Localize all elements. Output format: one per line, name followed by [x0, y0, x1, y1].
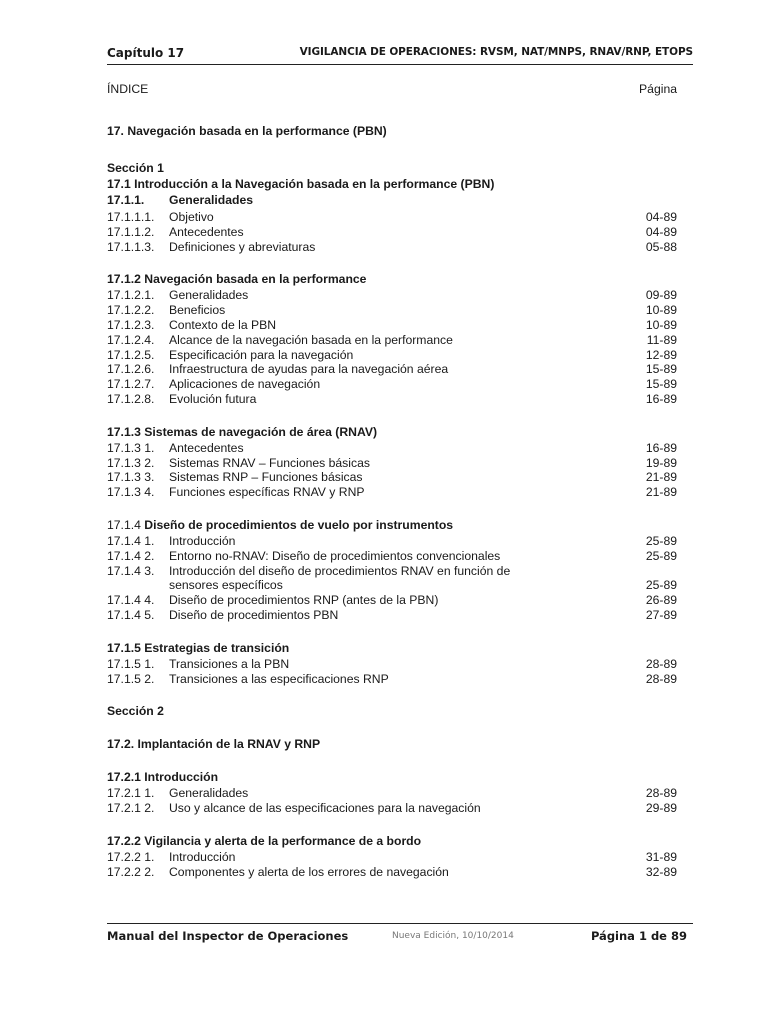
- entry-page: 16-89: [645, 391, 677, 406]
- entry-number: 17.2.2 1.: [107, 849, 155, 864]
- entry-number: 17.1.2.7.: [107, 377, 155, 392]
- entry-number: 17.1.4 1.: [107, 533, 155, 548]
- toc-list: [107, 288, 677, 406]
- header-title: VIGILANCIA DE OPERACIONES: RVSM, NAT/MNPS, RNAV/RNP, ETOPS: [299, 46, 693, 58]
- entry-number: 17.1.4 2.: [107, 548, 155, 563]
- entry-title: Beneficios: [169, 303, 226, 318]
- entry-number: 17.2.2 2.: [107, 864, 155, 879]
- entry-page: 09-89: [645, 288, 677, 303]
- entry-number: 17.1.1.3.: [107, 239, 155, 254]
- entry-title: Aplicaciones de navegación: [169, 377, 321, 392]
- toc-list: [107, 534, 677, 623]
- entry-number: 17.1.3 4.: [107, 485, 155, 500]
- entry-page: 25-89: [645, 533, 677, 548]
- toc-entry: [107, 240, 677, 255]
- toc-list: [107, 786, 677, 816]
- entry-number: 17.2.1 1.: [107, 786, 155, 801]
- group-heading: 17.2.1 Introducción: [107, 770, 219, 785]
- entry-title: Sistemas RNAV – Funciones básicas: [169, 455, 370, 470]
- entry-title: Introducción: [169, 533, 236, 548]
- entry-page: 19-89: [645, 455, 677, 470]
- entry-title: Diseño de procedimientos PBN: [169, 607, 339, 622]
- entry-number: 17.1.5 2.: [107, 671, 155, 686]
- entry-page: 04-89: [645, 210, 677, 224]
- section-2-label: Sección 2: [107, 704, 164, 719]
- entry-number: 17.1.2.8.: [107, 391, 155, 406]
- toc-entry: [107, 608, 677, 623]
- chapter-label: Capítulo 17: [107, 46, 185, 60]
- entry-number: 17.1.3 2.: [107, 455, 155, 470]
- entry-title: Transiciones a las especificaciones RNP: [169, 671, 389, 686]
- entry-title: Funciones específicas RNAV y RNP: [169, 485, 365, 500]
- toc-entry: [107, 865, 677, 880]
- entry-number: 17.1.2.3.: [107, 317, 155, 332]
- toc-entry: [107, 456, 677, 471]
- toc-list: [107, 210, 677, 254]
- toc-entry: [107, 657, 677, 672]
- toc-entry: [107, 377, 677, 392]
- entry-number: 17.1.1.1.: [107, 210, 155, 224]
- entry-page: 25-89: [645, 578, 677, 593]
- entry-page: 16-89: [645, 440, 677, 455]
- table-of-contents: [107, 82, 677, 880]
- entry-number: 17.1.2.2.: [107, 303, 155, 318]
- entry-title: Generalidades: [169, 288, 249, 303]
- entry-page: 29-89: [645, 801, 677, 816]
- entry-title: Evolución futura: [169, 391, 257, 406]
- entry-number: 17.1.3 3.: [107, 470, 155, 485]
- toc-entry: [107, 225, 677, 240]
- subsection-title: Generalidades: [169, 193, 253, 207]
- entry-title: Diseño de procedimientos RNP (antes de la PBN): [169, 593, 439, 608]
- group-heading: 17.2.2 Vigilancia y alerta de la performance de a bordo: [107, 833, 422, 848]
- entry-title: Componentes y alerta de los errores de navegación: [169, 864, 449, 879]
- entry-page: 27-89: [645, 607, 677, 622]
- entry-page: 21-89: [645, 470, 677, 485]
- manual-title: Manual del Inspector de Operaciones: [107, 929, 349, 943]
- section-1-title: 17.1 Introducción a la Navegación basada en la performance (PBN): [107, 177, 495, 191]
- toc-entry: [107, 333, 677, 348]
- group-heading: [107, 517, 677, 533]
- entry-page: 15-89: [645, 377, 677, 392]
- edition-date: Nueva Edición, 10/10/2014: [392, 931, 514, 941]
- page-footer: [107, 929, 693, 945]
- toc-entry: [107, 534, 677, 549]
- entry-number: 17.1.2.5.: [107, 347, 155, 362]
- entry-page: 15-89: [645, 362, 677, 377]
- toc-entry: [107, 303, 677, 318]
- index-label: ÍNDICE: [107, 82, 149, 96]
- entry-number: 17.1.2.4.: [107, 332, 155, 347]
- toc-entry: [107, 593, 677, 608]
- entry-page: 04-89: [645, 224, 677, 239]
- toc-list: [107, 657, 677, 687]
- entry-page: 11-89: [646, 332, 677, 347]
- entry-title: Objetivo: [169, 210, 214, 224]
- entry-number: 17.1.1.2.: [107, 224, 155, 239]
- group-title: Diseño de procedimientos de vuelo por instrumentos: [144, 517, 454, 532]
- section-1-label: Sección 1: [107, 161, 164, 175]
- entry-page: 12-89: [645, 347, 677, 362]
- toc-entry: [107, 485, 677, 500]
- entry-number: 17.1.3 1.: [107, 440, 155, 455]
- toc-entry: [107, 441, 677, 456]
- entry-page: 25-89: [645, 548, 677, 563]
- entry-title: Generalidades: [169, 786, 249, 801]
- toc-entry: [107, 470, 677, 485]
- toc-entry: [107, 288, 677, 303]
- entry-title: Introducción: [169, 849, 236, 864]
- toc-entry: [107, 564, 677, 594]
- entry-page: 26-89: [645, 593, 677, 608]
- page-number: Página 1 de 89: [590, 929, 687, 943]
- entry-title: Entorno no-RNAV: Diseño de procedimientos convencionales: [169, 548, 501, 563]
- toc-entry: [107, 362, 677, 377]
- index-heading: [107, 82, 677, 97]
- entry-page: 28-89: [645, 656, 677, 671]
- section-2-title: 17.2. Implantación de la RNAV y RNP: [107, 737, 321, 752]
- entry-title: Transiciones a la PBN: [169, 656, 290, 671]
- toc-entry: [107, 318, 677, 333]
- entry-number: 17.1.4 4.: [107, 593, 155, 608]
- toc-entry: [107, 850, 677, 865]
- toc-entry: [107, 786, 677, 801]
- entry-page: 10-89: [645, 303, 677, 318]
- toc-entry: [107, 210, 677, 225]
- entry-number: 17.2.1 2.: [107, 801, 155, 816]
- chapter-title: 17. Navegación basada en la performance (PBN): [107, 124, 387, 138]
- entry-title: Antecedentes: [169, 224, 244, 239]
- entry-number: 17.1.5 1.: [107, 656, 155, 671]
- entry-title: Especificación para la navegación: [169, 347, 354, 362]
- entry-number: 17.1.4 5.: [107, 607, 155, 622]
- entry-title: Alcance de la navegación basada en la performance: [169, 332, 453, 347]
- toc-entry: [107, 672, 677, 687]
- entry-number: 17.1.2.6.: [107, 362, 155, 377]
- entry-title: Definiciones y abreviaturas: [169, 239, 316, 254]
- toc-list: [107, 850, 677, 880]
- entry-page: 28-89: [645, 671, 677, 686]
- entry-page: 31-89: [645, 849, 677, 864]
- toc-list: [107, 441, 677, 500]
- group-heading: 17.1.3 Sistemas de navegación de área (RNAV): [107, 424, 378, 439]
- entry-title: Antecedentes: [169, 440, 244, 455]
- entry-page: 10-89: [645, 317, 677, 332]
- toc-entry: [107, 348, 677, 363]
- entry-page: 32-89: [645, 864, 677, 879]
- group-heading: 17.1.2 Navegación basada en la performance: [107, 272, 367, 287]
- entry-title: Contexto de la PBN: [169, 317, 277, 332]
- entry-title: Introducción del diseño de procedimientos RNAV en función de sensores específicos: [169, 563, 511, 593]
- toc-entry: [107, 549, 677, 564]
- group-number: 17.1.4: [107, 517, 141, 532]
- entry-page: 21-89: [645, 485, 677, 500]
- entry-number: 17.1.4 3.: [107, 563, 155, 578]
- subsection-number: 17.1.1.: [107, 193, 145, 207]
- entry-number: 17.1.2.1.: [107, 288, 155, 303]
- subsection-heading: [107, 192, 677, 209]
- toc-entry: [107, 392, 677, 407]
- toc-entry: [107, 801, 677, 816]
- entry-title: Infraestructura de ayudas para la navegación aérea: [169, 362, 449, 377]
- entry-page: 05-88: [645, 239, 677, 254]
- footer-divider: [107, 923, 693, 924]
- group-heading: 17.1.5 Estrategias de transición: [107, 640, 290, 655]
- page-column-label: Página: [639, 82, 677, 96]
- entry-title: Sistemas RNP – Funciones básicas: [169, 470, 363, 485]
- entry-page: 28-89: [645, 786, 677, 801]
- entry-title: Uso y alcance de las especificaciones para la navegación: [169, 801, 481, 816]
- page-header: [107, 46, 693, 65]
